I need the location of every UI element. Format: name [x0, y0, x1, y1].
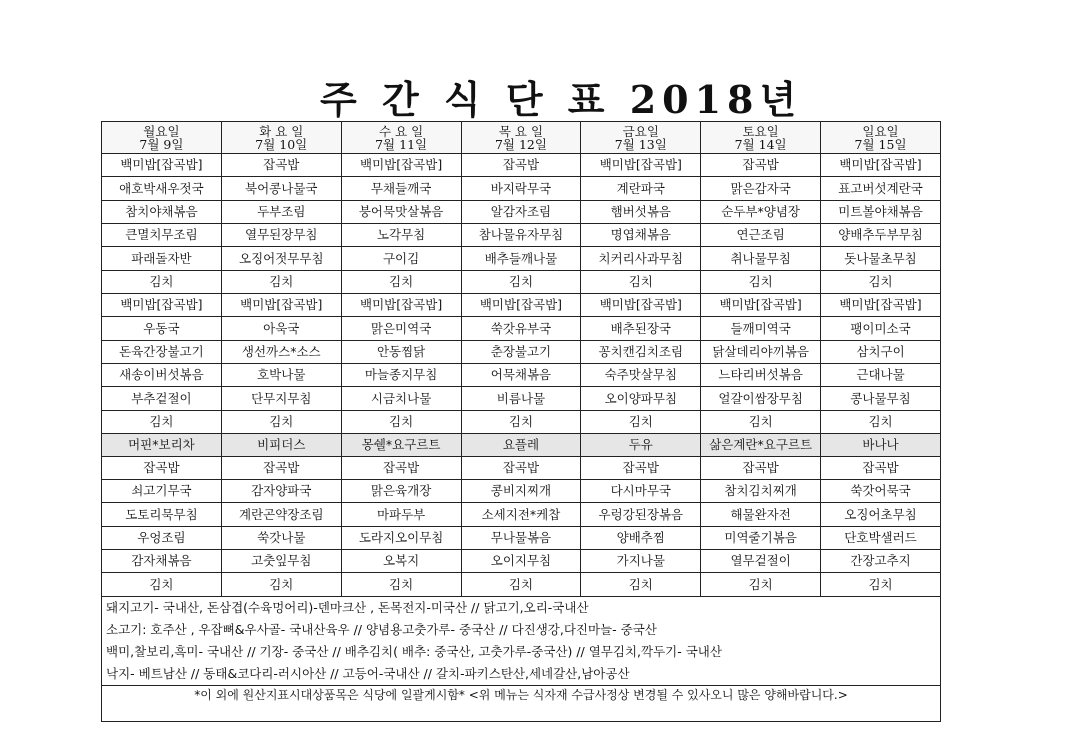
menu-cell: 김치	[581, 270, 701, 293]
menu-cell: 단무지무침	[221, 387, 341, 410]
menu-cell: 김치	[701, 573, 821, 597]
day-header	[102, 122, 222, 154]
weekday-label: 목 요 일	[498, 123, 544, 139]
menu-cell: 열무된장무침	[221, 224, 341, 247]
dinner-row	[102, 456, 941, 479]
menu-cell: 꽁치캔김치조림	[581, 340, 701, 363]
menu-cell: 맑은감자국	[701, 177, 821, 200]
weekday-label: 일요일	[862, 123, 899, 139]
menu-cell: 우동국	[102, 317, 222, 340]
lunch-row	[102, 317, 941, 340]
menu-cell: 배추된장국	[581, 317, 701, 340]
menu-cell: 잡곡밥	[461, 456, 581, 479]
menu-cell: 느타리버섯볶음	[701, 364, 821, 387]
day-header	[701, 122, 821, 154]
day-header	[821, 122, 941, 154]
breakfast-row	[102, 270, 941, 293]
menu-cell: 김치	[102, 410, 222, 433]
menu-cell: 팽이미소국	[821, 317, 941, 340]
menu-cell: 햄버섯볶음	[581, 200, 701, 223]
date-label: 7월 12일	[494, 136, 547, 152]
menu-cell: 구이김	[341, 247, 461, 270]
menu-cell: 다시마무국	[581, 480, 701, 503]
menu-cell: 계란파국	[581, 177, 701, 200]
menu-cell: 잡곡밥	[821, 456, 941, 479]
menu-cell: 연근조림	[701, 224, 821, 247]
weekday-label: 금요일	[622, 123, 659, 139]
dinner-row	[102, 550, 941, 573]
snack-cell: 몽쉘*요구르트	[341, 434, 461, 457]
menu-cell: 잡곡밥	[701, 154, 821, 177]
menu-cell: 마늘종지무침	[341, 364, 461, 387]
menu-cell: 양배추찜	[581, 526, 701, 549]
menu-cell: 백미밥[잡곡밥]	[701, 294, 821, 317]
menu-cell: 쑥갓어묵국	[821, 480, 941, 503]
snack-cell: 두유	[581, 434, 701, 457]
menu-cell: 백미밥[잡곡밥]	[341, 154, 461, 177]
menu-cell: 백미밥[잡곡밥]	[461, 294, 581, 317]
menu-cell: 돈육간장불고기	[102, 340, 222, 363]
menu-cell: 우렁강된장볶음	[581, 503, 701, 526]
menu-cell: 소세지전*케찹	[461, 503, 581, 526]
menu-cell: 오이양파무침	[581, 387, 701, 410]
lunch-row	[102, 364, 941, 387]
menu-cell: 계란곤약장조림	[221, 503, 341, 526]
snack-cell: 요플레	[461, 434, 581, 457]
menu-cell: 붕어묵맛살볶음	[341, 200, 461, 223]
menu-cell: 닭살데리야끼볶음	[701, 340, 821, 363]
dinner-row	[102, 526, 941, 549]
menu-cell: 백미밥[잡곡밥]	[341, 294, 461, 317]
origin-line: 소고기: 호주산 , 우잡뼈&우사골- 국내산육우 // 양념용고춧가루- 중국산 // 다진생강,다진마늘- 중국산	[106, 622, 657, 637]
menu-cell: 춘장불고기	[461, 340, 581, 363]
menu-cell: 생선까스*소스	[221, 340, 341, 363]
menu-cell: 오징어젓무무침	[221, 247, 341, 270]
menu-cell: 삼치구이	[821, 340, 941, 363]
date-label: 7월 10일	[255, 136, 308, 152]
menu-cell: 근대나물	[821, 364, 941, 387]
menu-cell: 백미밥[잡곡밥]	[102, 154, 222, 177]
menu-cell: 잡곡밥	[221, 456, 341, 479]
breakfast-row	[102, 247, 941, 270]
menu-cell: 부추겉절이	[102, 387, 222, 410]
lunch-row	[102, 340, 941, 363]
day-header	[581, 122, 701, 154]
breakfast-row	[102, 200, 941, 223]
menu-cell: 김치	[102, 270, 222, 293]
snack-cell: 머핀*보리차	[102, 434, 222, 457]
menu-cell: 김치	[221, 270, 341, 293]
weekly-menu-table	[101, 121, 941, 597]
menu-cell: 김치	[341, 573, 461, 597]
menu-cell: 돗나물초무침	[821, 247, 941, 270]
menu-cell: 단호박샐러드	[821, 526, 941, 549]
menu-cell: 노각무침	[341, 224, 461, 247]
menu-cell: 김치	[341, 410, 461, 433]
menu-cell: 김치	[581, 410, 701, 433]
menu-cell: 안동찜닭	[341, 340, 461, 363]
menu-cell: 어묵채볶음	[461, 364, 581, 387]
menu-cell: 고춧잎무침	[221, 550, 341, 573]
menu-cell: 김치	[821, 410, 941, 433]
menu-cell: 간장고추지	[821, 550, 941, 573]
menu-cell: 도라지오이무침	[341, 526, 461, 549]
menu-cell: 김치	[221, 573, 341, 597]
menu-body	[102, 154, 941, 597]
menu-cell: 시금치나물	[341, 387, 461, 410]
day-header	[461, 122, 581, 154]
menu-cell: 마파두부	[341, 503, 461, 526]
menu-cell: 백미밥[잡곡밥]	[221, 294, 341, 317]
menu-cell: 호박나물	[221, 364, 341, 387]
dinner-row	[102, 480, 941, 503]
menu-cell: 쑥갓유부국	[461, 317, 581, 340]
menu-cell: 숙주맛살무침	[581, 364, 701, 387]
menu-cell: 오징어초무침	[821, 503, 941, 526]
menu-cell: 참치김치찌개	[701, 480, 821, 503]
menu-cell: 쑥갓나물	[221, 526, 341, 549]
menu-cell: 김치	[821, 270, 941, 293]
menu-cell: 양배추두부무침	[821, 224, 941, 247]
menu-cell: 치커리사과무침	[581, 247, 701, 270]
menu-cell: 알감자조림	[461, 200, 581, 223]
menu-cell: 김치	[581, 573, 701, 597]
breakfast-row	[102, 154, 941, 177]
snack-cell: 바나나	[821, 434, 941, 457]
origin-line: 백미,찰보리,흑미- 국내산 // 기장- 중국산 // 배추김치( 배추: 중국산, 고춧가루-중국산) // 열무김치,깍두기- 국내산	[106, 644, 722, 659]
menu-cell: 콩비지찌개	[461, 480, 581, 503]
menu-cell: 표고버섯계란국	[821, 177, 941, 200]
weekday-label: 토요일	[742, 123, 779, 139]
menu-cell: 무채들깨국	[341, 177, 461, 200]
menu-cell: 김치	[461, 573, 581, 597]
menu-cell: 백미밥[잡곡밥]	[581, 154, 701, 177]
menu-cell: 무나물볶음	[461, 526, 581, 549]
menu-cell: 북어콩나물국	[221, 177, 341, 200]
menu-cell: 잡곡밥	[102, 456, 222, 479]
menu-cell: 잡곡밥	[581, 456, 701, 479]
menu-cell: 비름나물	[461, 387, 581, 410]
lunch-row	[102, 294, 941, 317]
menu-cell: 애호박새우젓국	[102, 177, 222, 200]
menu-cell: 김치	[341, 270, 461, 293]
menu-cell: 김치	[221, 410, 341, 433]
menu-cell: 감자채볶음	[102, 550, 222, 573]
date-label: 7월 11일	[375, 136, 428, 152]
menu-cell: 잡곡밥	[461, 154, 581, 177]
weekday-label: 화 요 일	[259, 123, 304, 139]
menu-cell: 김치	[821, 573, 941, 597]
menu-cell: 도토리묵무침	[102, 503, 222, 526]
menu-cell: 미트볼야채볶음	[821, 200, 941, 223]
day-header-row	[102, 122, 941, 154]
menu-cell: 참치야채볶음	[102, 200, 222, 223]
menu-cell: 파래돌자반	[102, 247, 222, 270]
page-title: 주 간 식 단 표 2018년	[320, 77, 803, 122]
dinner-row	[102, 503, 941, 526]
date-label: 7월 13일	[614, 136, 667, 152]
date-label: 7월 14일	[734, 136, 787, 152]
menu-cell: 명엽채볶음	[581, 224, 701, 247]
menu-cell: 들깨미역국	[701, 317, 821, 340]
snack-cell: 삶은계란*요구르트	[701, 434, 821, 457]
date-label: 7월 9일	[139, 136, 184, 152]
menu-cell: 새송이버섯볶음	[102, 364, 222, 387]
menu-cell: 취나물무침	[701, 247, 821, 270]
menu-cell: 잡곡밥	[341, 456, 461, 479]
menu-cell: 열무겉절이	[701, 550, 821, 573]
date-label: 7월 15일	[854, 136, 907, 152]
menu-cell: 참나물유자무침	[461, 224, 581, 247]
snack-row	[102, 434, 941, 457]
menu-cell: 오이지무침	[461, 550, 581, 573]
snack-cell: 비피더스	[221, 434, 341, 457]
weekday-label: 수 요 일	[379, 123, 424, 139]
menu-cell: 큰멸치무조림	[102, 224, 222, 247]
menu-cell: 김치	[701, 410, 821, 433]
menu-cell: 백미밥[잡곡밥]	[821, 154, 941, 177]
lunch-row	[102, 387, 941, 410]
breakfast-row	[102, 224, 941, 247]
menu-cell: 맑은미역국	[341, 317, 461, 340]
notice-text: *이 외에 원산지표시대상품목은 식당에 일괄게시함* <위 메뉴는 식자재 수급사정상 변경될 수 있사오니 많은 양해바랍니다.>	[102, 685, 940, 704]
menu-cell: 바지락무국	[461, 177, 581, 200]
menu-cell: 오복지	[341, 550, 461, 573]
origin-line: 낙지- 베트남산 // 동태&코다리-러시아산 // 고등어-국내산 // 갈치-파키스탄산,세네갈산,남아공산	[106, 666, 630, 681]
menu-cell: 잡곡밥	[701, 456, 821, 479]
day-header	[221, 122, 341, 154]
menu-cell: 감자양파국	[221, 480, 341, 503]
menu-cell: 백미밥[잡곡밥]	[821, 294, 941, 317]
menu-cell: 김치	[461, 270, 581, 293]
origin-info-box	[101, 597, 941, 722]
menu-cell: 얼갈이쌈장무침	[701, 387, 821, 410]
menu-cell: 맑은육개장	[341, 480, 461, 503]
menu-cell: 백미밥[잡곡밥]	[581, 294, 701, 317]
dinner-row	[102, 573, 941, 597]
menu-cell: 아욱국	[221, 317, 341, 340]
menu-cell: 우엉조림	[102, 526, 222, 549]
menu-cell: 김치	[461, 410, 581, 433]
menu-cell: 잡곡밥	[221, 154, 341, 177]
origin-line: 돼지고기- 국내산, 돈삼겹(수육멍어리)-덴마크산 , 돈목전지-미국산 // 닭고기,오리-국내산	[106, 600, 589, 615]
lunch-row	[102, 410, 941, 433]
menu-cell: 쇠고기무국	[102, 480, 222, 503]
menu-cell: 해물완자전	[701, 503, 821, 526]
weekday-label: 월요일	[143, 123, 180, 139]
menu-cell: 두부조림	[221, 200, 341, 223]
menu-cell: 미역줄기볶음	[701, 526, 821, 549]
menu-cell: 배추들깨나물	[461, 247, 581, 270]
menu-cell: 김치	[102, 573, 222, 597]
breakfast-row	[102, 177, 941, 200]
menu-cell: 김치	[701, 270, 821, 293]
day-header	[341, 122, 461, 154]
menu-cell: 순두부*양념장	[701, 200, 821, 223]
menu-cell: 가지나물	[581, 550, 701, 573]
menu-cell: 콩나물무침	[821, 387, 941, 410]
menu-cell: 백미밥[잡곡밥]	[102, 294, 222, 317]
